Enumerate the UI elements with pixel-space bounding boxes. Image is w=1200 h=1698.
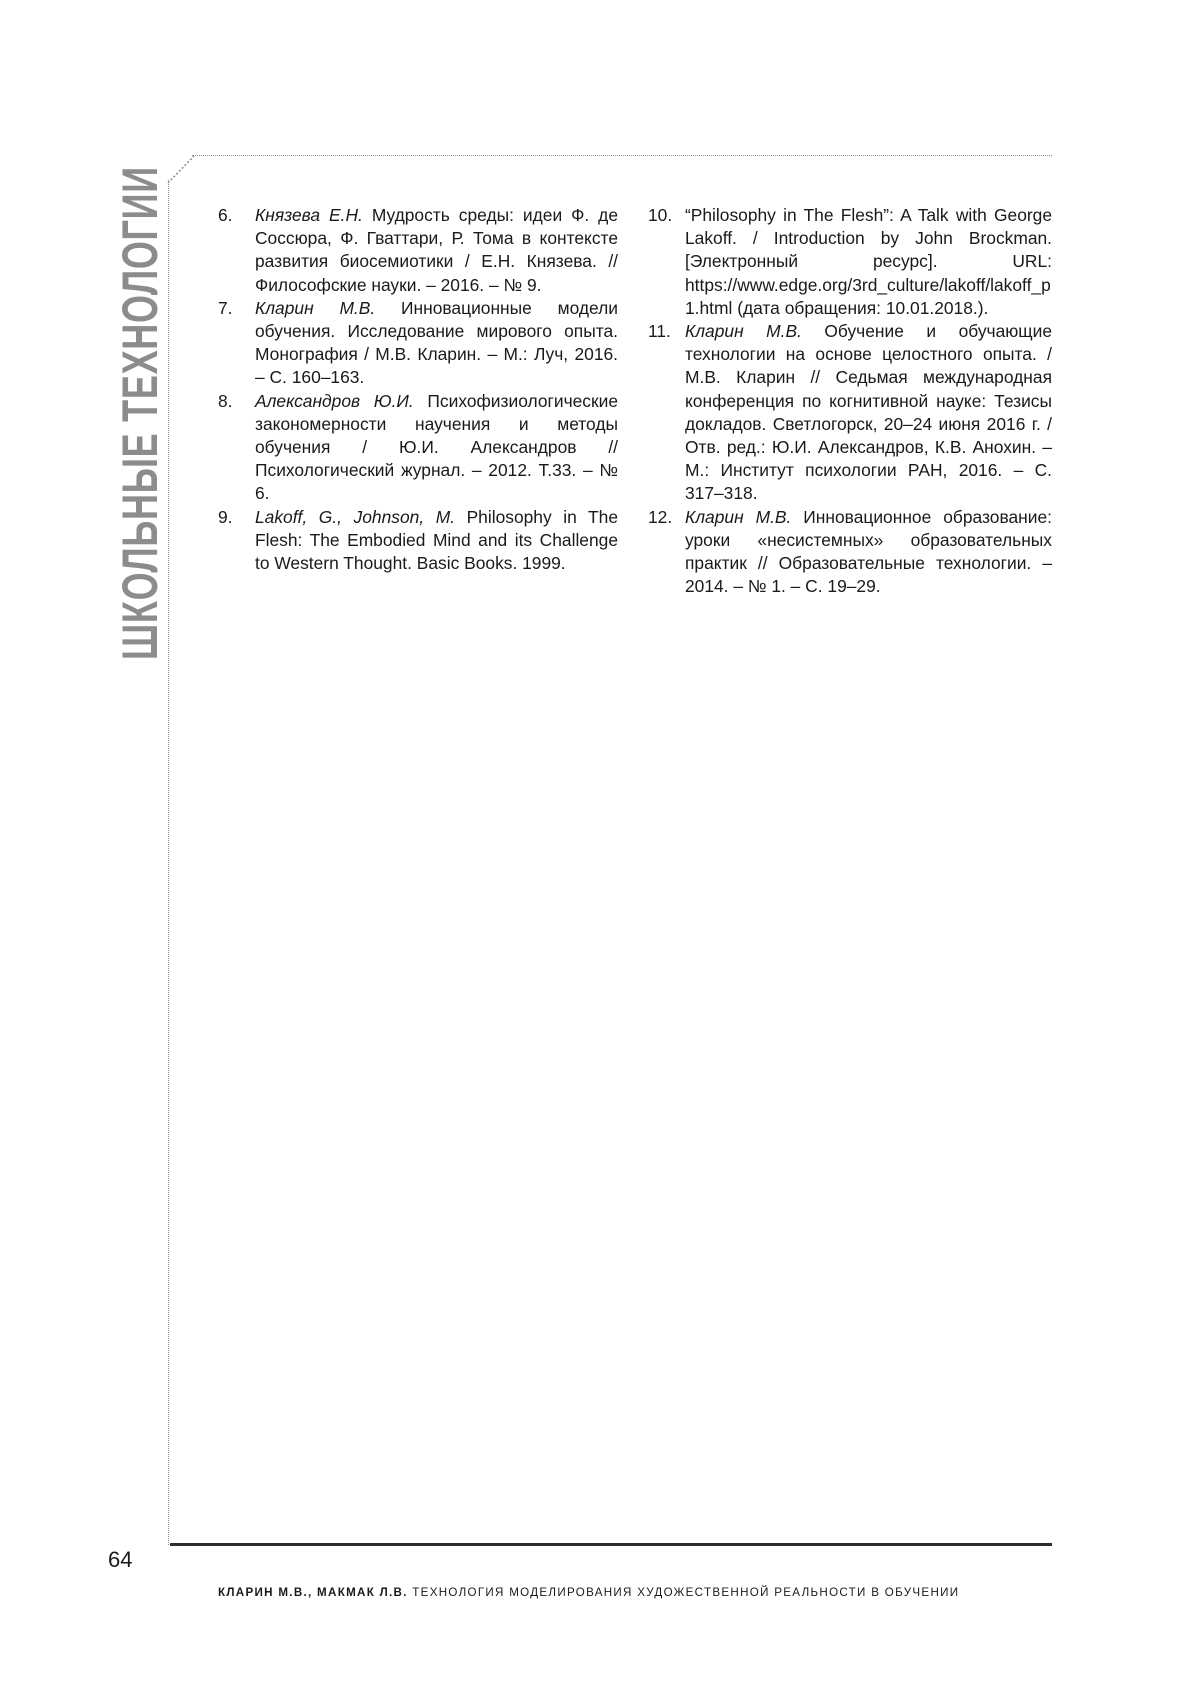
reference-number: 7. <box>218 297 233 318</box>
reference-text: Инновационное образование: уроки «несистемных» образовательных практик // Образовательные технологии. – 2014. – № 1. – С. 19–29. <box>685 506 1052 597</box>
side-dotted-rule <box>168 180 169 1545</box>
reference-item <box>648 204 1052 320</box>
page-number: 64 <box>108 1547 133 1572</box>
reference-number: 10. <box>648 205 673 225</box>
reference-text: “Philosophy in The Flesh”: A Talk with George Lakoff. / Introduction by John Brockman. [Электронный ресурс]. URL: https://www.edge.org/3rd_culture/lakoff/lakoff_p1.html (дата обращения: 10.01.2018.). <box>685 205 1052 318</box>
reference-item <box>648 320 1052 506</box>
reference-item <box>218 390 618 506</box>
footer-authors: КЛАРИН М.В., МАКМАК Л.В. <box>218 1586 408 1599</box>
reference-item <box>218 204 618 297</box>
reference-author: Князева Е.Н. <box>255 205 363 225</box>
reference-item <box>648 506 1052 599</box>
reference-author: Lakoff, G., Johnson, M. <box>255 506 456 527</box>
reference-text: Обучение и обучающие технологии на основе целостного опыта. /М.В. Кларин // Седьмая международная конференция по когнитивной науке: Тезисы докладов. Светлогорск, 20–24 июня 2016 г. / Отв. ред.: Ю.И. Александров, К.В. Анохин. – М.: Институт психологии РАН, 2016. – С. 317–318. <box>685 321 1052 504</box>
reference-author: Кларин М.В. <box>685 321 802 342</box>
reference-text: Philosophy in The Flesh: The Embodied Mind and its Challenge to Western Thought. Basic Books. 1999. <box>255 506 618 574</box>
bottom-rule <box>170 1543 1052 1546</box>
reference-number: 12. <box>648 506 673 527</box>
reference-author: Кларин М.В. <box>685 506 792 527</box>
reference-number: 9. <box>218 506 233 527</box>
reference-text: Мудрость среды: идеи Ф. де Соссюра, Ф. Гваттари, Р. Тома в контексте развития биосемиотики / Е.Н. Князева. // Философские науки. – 2016. – № 9. <box>255 205 618 295</box>
section-title: ШКОЛЬНЫЕ ТЕХНОЛОГИИ <box>112 166 168 660</box>
reference-number: 8. <box>218 390 233 411</box>
reference-item <box>218 297 618 390</box>
reference-number: 11. <box>648 321 671 342</box>
reference-author: Александров Ю.И. <box>255 390 414 411</box>
references-left-column <box>218 204 618 575</box>
reference-text: Психофизиологические закономерности научения и методы обучения / Ю.И. Александров // Психологический журнал. – 2012. Т.33. – № 6. <box>255 390 618 504</box>
references-right-column <box>648 204 1052 598</box>
reference-author: Кларин М.В. <box>255 297 376 318</box>
reference-number: 6. <box>218 205 233 225</box>
reference-item <box>218 506 618 576</box>
top-dotted-rule <box>192 155 1052 156</box>
footer-article-title: ТЕХНОЛОГИЯ МОДЕЛИРОВАНИЯ ХУДОЖЕСТВЕННОЙ РЕАЛЬНОСТИ В ОБУЧЕНИИ <box>412 1586 960 1599</box>
reference-text: Инновационные модели обучения. Исследование мирового опыта. Монография / М.В. Кларин. – М.: Луч, 2016. – С. 160–163. <box>255 297 618 388</box>
running-footer <box>218 1586 959 1599</box>
